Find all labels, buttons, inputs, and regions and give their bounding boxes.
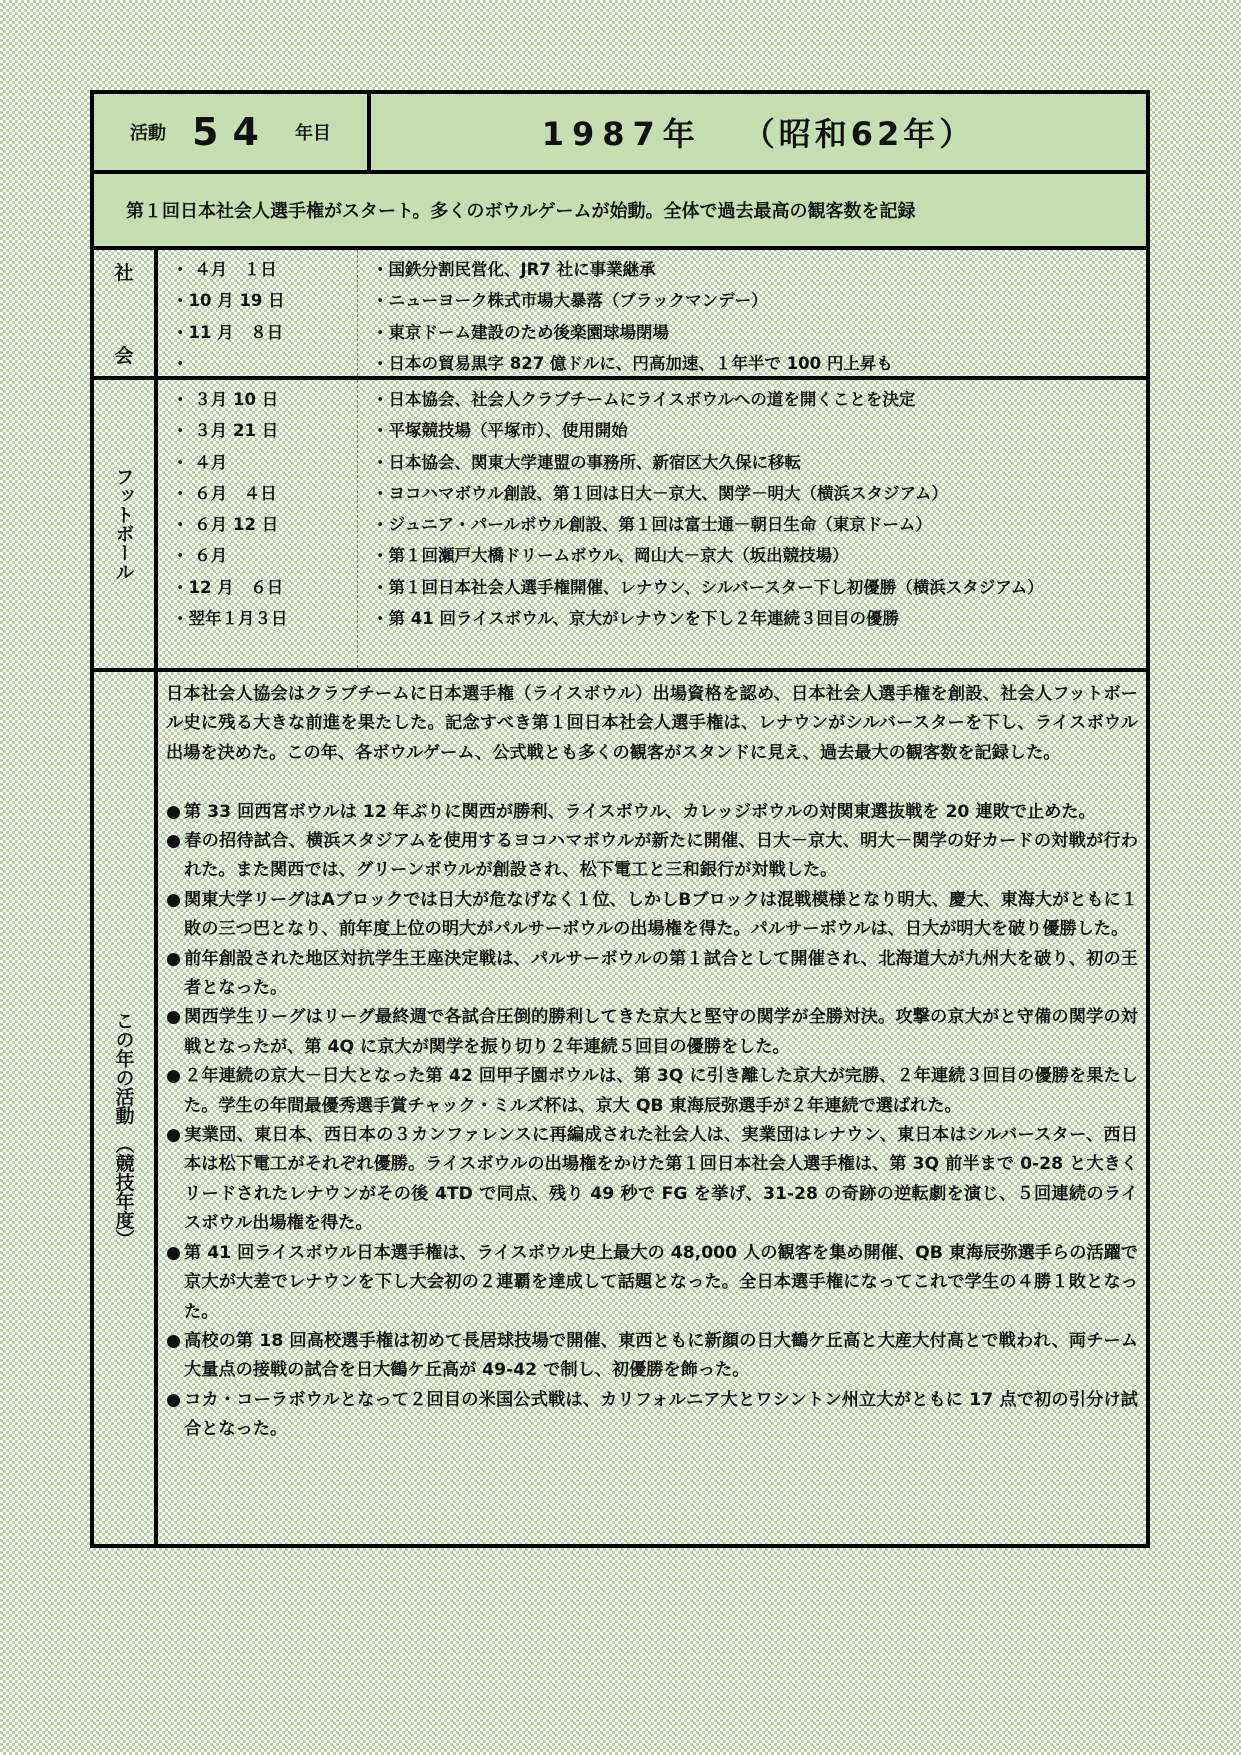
activity-section — [94, 672, 1146, 1548]
football-event: ・ジュニア・パールボウル創設、第１回は富士通－朝日生命（東京ドーム） — [372, 515, 932, 535]
football-date: ・翌年１月３日 — [172, 609, 288, 629]
society-event: ・国鉄分割民営化、JR7 社に事業継承 — [372, 260, 656, 279]
football-dates-column — [158, 380, 358, 668]
activity-body — [158, 672, 1146, 1548]
society-event: ・日本の貿易黒字 827 億ドルに、円高加速、１年半で 100 円上昇も — [372, 353, 893, 373]
society-label-char: 会 — [114, 345, 134, 367]
activity-number: 54 — [192, 110, 273, 154]
activity-bullet — [166, 827, 1138, 886]
bullet-text: ２年連続の京大－日大となった第 42 回甲子園ボウルは、第 3Q に引き離した京大が完勝、２年連続３回目の優勝を果たした。学生の年間最優秀選手賞チャック・ミルズ杯は、京大 QB 東海辰弥選手が２年連続で選ばれた。 — [184, 1066, 1138, 1116]
football-date: ・ ３月 21 日 — [172, 421, 279, 441]
year-suffix-label: 年目 — [294, 123, 331, 144]
activity-bullet — [166, 886, 1138, 945]
football-event: ・第１回瀬戸大橋ドリームボウル、岡山大－京大（坂出競技場） — [372, 546, 849, 566]
activity-intro: 日本社会人協会はクラブチームに日本選手権（ライスボウル）出場資格を認め、日本社会人選手権を創設、社会人フットボール史に残る大きな前進を果たした。記念すべき第１回日本社会人選手権は、レナウンがシルバースターを下し、ライスボウル出場を決めた。この年、各ボウルゲーム、公式戦とも多くの観客がスタンドに見え、過去最大の観客数を記録した。 — [166, 684, 1138, 763]
football-event: ・日本協会、社会人クラブチームにライスボウルへの道を開くことを決定 — [372, 390, 916, 409]
football-event: ・第１回日本社会人選手権開催、レナウン、シルバースター下し初優勝（横浜スタジアム） — [372, 577, 1044, 597]
bullet-text: コカ・コーラボウルとなって２回目の米国公式戦は、カリフォルニア大とワシントン州立大がともに 17 点で初の引分け試合となった。 — [184, 1389, 1138, 1440]
bullet-text: 関東大学リーグはAブロックでは日大が危なげなく１位、しかしBブロックは混戦模様となり明大、慶大、東海大がともに１敗の三つ巴となり、前年度上位の明大がパルサーボウルの出場権を得た。パルサーボウルは、日大が明大を破り優勝した。 — [184, 889, 1138, 940]
calendar-year-cell — [371, 94, 1146, 170]
activity-bullet — [166, 945, 1138, 1004]
bullet-text: 第 33 回西宮ボウルは 12 年ぶりに関西が勝利、ライスボウル、カレッジボウルの対関東選抜戦を 20 連敗で止めた。 — [184, 801, 1096, 822]
society-events-column — [358, 250, 1146, 376]
activity-bullet — [166, 1386, 1138, 1445]
football-event: ・平塚競技場（平塚市）、使用開始 — [372, 421, 628, 441]
football-date: ・12 月 ６日 — [172, 577, 284, 597]
football-event: ・第 41 回ライスボウル、京大がレナウンを下し２年連続３回目の優勝 — [372, 609, 899, 629]
activity-year-cell — [94, 94, 371, 170]
activity-bullet — [166, 1239, 1138, 1327]
society-date: ・11 月 ８日 — [172, 322, 284, 342]
bullet-icon: ● — [166, 1066, 181, 1087]
society-label — [94, 250, 158, 376]
football-events-column — [358, 380, 1146, 668]
bullet-icon: ● — [166, 831, 181, 852]
year-record-sheet — [90, 90, 1150, 1548]
bullet-icon: ● — [166, 1389, 181, 1410]
year-title: 1987年 — [541, 115, 703, 153]
society-date: ・ ４月 １日 — [172, 260, 277, 279]
football-event: ・日本協会、関東大学連盟の事務所、新宿区大久保に移転 — [372, 452, 801, 472]
society-label-char: 社 — [114, 262, 134, 284]
football-section — [94, 380, 1146, 672]
bullet-icon: ● — [166, 889, 181, 910]
year-summary: 第１回日本社会人選手権がスタート。多くのボウルゲームが始動。全体で過去最高の観客数を記録 — [94, 174, 1146, 250]
society-event: ・東京ドーム建設のため後楽園球場閉場 — [372, 322, 669, 342]
activity-label: この年の活動 （競技年度） — [94, 672, 158, 1548]
football-body — [158, 380, 1146, 668]
era-title: （昭和62年） — [742, 115, 976, 153]
bullet-icon: ● — [166, 1242, 181, 1263]
bullet-icon: ● — [166, 1330, 181, 1351]
society-date: ・10 月 19 日 — [172, 291, 285, 311]
football-date: ・ ４月 — [172, 452, 228, 472]
football-event: ・ヨコハマボウル創設、第１回は日大－京大、関学－明大（横浜スタジアム） — [372, 483, 948, 503]
bullet-text: 第 41 回ライスボウル日本選手権は、ライスボウル史上最大の 48,000 人の観客を集め開催、QB 東海辰弥選手らの活躍で京大が大差でレナウンを下し大会初の２連覇を達成して話題となった。全日本選手権になってこれで学生の４勝１敗となった。 — [184, 1242, 1138, 1322]
activity-bullet — [166, 798, 1138, 827]
society-dates-column — [158, 250, 358, 376]
bullet-icon: ● — [166, 801, 181, 822]
football-date: ・ ６月 ４日 — [172, 483, 277, 503]
bullet-icon: ● — [166, 948, 181, 969]
football-date: ・ ６月 12 日 — [172, 515, 279, 535]
activity-label: 活動 — [130, 123, 167, 144]
bullet-text: 春の招待試合、横浜スタジアムを使用するヨコハマボウルが新たに開催、日大－京大、明大－関学の好カードの対戦が行われた。また関西では、グリーンボウルが創設され、松下電工と三和銀行が対戦した。 — [184, 831, 1138, 881]
header-row — [94, 94, 1146, 174]
football-date: ・ ３月 10 日 — [172, 390, 279, 409]
activity-bullet — [166, 1327, 1138, 1386]
bullet-icon: ● — [166, 1007, 181, 1028]
society-body — [158, 250, 1146, 376]
society-event: ・ニューヨーク株式市場大暴落（ブラックマンデー） — [372, 291, 768, 311]
activity-bullet — [166, 1003, 1138, 1062]
society-date: ・ — [172, 353, 189, 373]
activity-bullet — [166, 1121, 1138, 1239]
activity-bullet — [166, 1062, 1138, 1121]
society-section — [94, 250, 1146, 380]
football-label: フットボール — [94, 380, 158, 668]
bullet-text: 実業団、東日本、西日本の３カンファレンスに再編成された社会人は、実業団はレナウン、東日本はシルバースター、西日本は松下電工がそれぞれ優勝。ライスボウルの出場権をかけた第１回日本社会人選手権は、第 3Q 前半まで 0-28 と大きくリードされたレナウンがその後 4TD で同点、残り 49 秒で FG を挙げ、31-28 の奇跡の逆転劇を演じ、５回連続のライスボウル出場権を得た。 — [184, 1125, 1138, 1234]
bullet-text: 高校の第 18 回高校選手権は初めて長居球技場で開催、東西ともに新顔の日大鶴ケ丘高と大産大付高とで戦われ、両チーム大量点の接戦の試合を日大鶴ケ丘高が 49-42 で制し、初優勝を飾った。 — [184, 1330, 1138, 1381]
bullet-text: 前年創設された地区対抗学生王座決定戦は、パルサーボウルの第１試合として開催され、北海道大が九州大を破り、初の王者となった。 — [184, 948, 1138, 999]
football-date: ・ ６月 — [172, 546, 228, 566]
bullet-icon: ● — [166, 1125, 181, 1146]
bullet-text: 関西学生リーグはリーグ最終週で各試合圧倒的勝利してきた京大と堅守の関学が全勝対決。攻撃の京大がと守備の関学の対戦となったが、第 4Q に京大が関学を振り切り２年連続５回目の優勝をした。 — [184, 1007, 1138, 1057]
